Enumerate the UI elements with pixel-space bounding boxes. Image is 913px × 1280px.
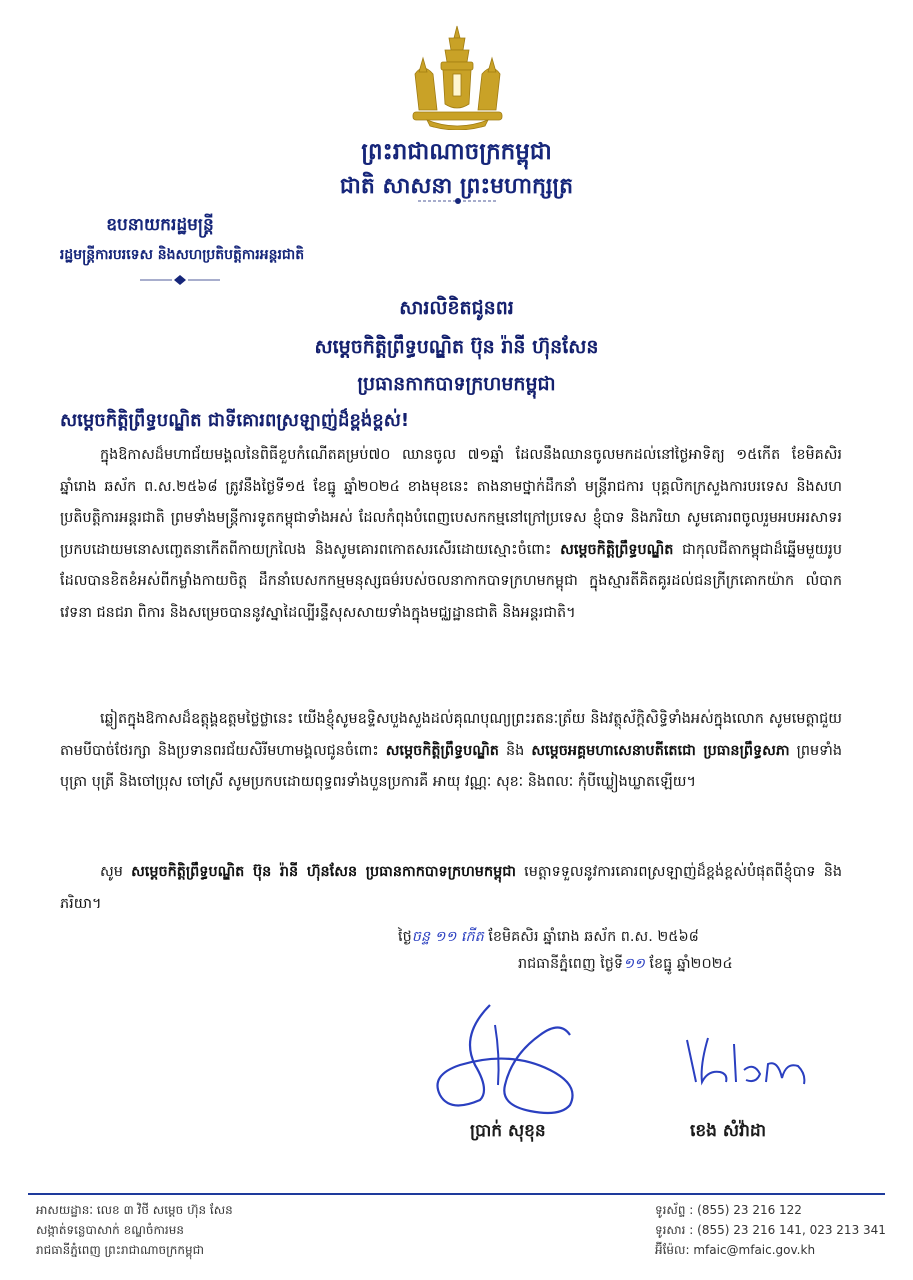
- paragraph-bold: សម្តេចអគ្គមហាសេនាបតីតេជោ ប្រធានព្រឹទ្ធសភា: [531, 742, 790, 759]
- date-prefix: រាជធានីភ្នំពេញ ថ្ងៃទី: [518, 956, 624, 972]
- signature-right-icon: [682, 1030, 872, 1100]
- office-title: ឧបនាយករដ្ឋមន្ត្រី: [106, 215, 214, 235]
- salutation: សម្តេចកិត្តិព្រឹទ្ធបណ្ឌិត ជាទីគោរពស្រឡាញ់ដ៏ខ្ពង់ខ្ពស់!: [60, 410, 410, 431]
- address-label: អាសយដ្ឋានៈ: [36, 1203, 93, 1217]
- paragraph-3: [60, 857, 842, 920]
- footer-address: [36, 1200, 496, 1260]
- address-line: រាជធានីភ្នំពេញ ព្រះរាជាណាចក្រកម្ពុជា: [36, 1243, 204, 1257]
- date-text: ខែធ្នូ ឆ្នាំ២០២៤: [644, 956, 733, 972]
- phone-number: (855) 23 216 122: [697, 1203, 802, 1217]
- paragraph-2: [60, 704, 842, 799]
- date-prefix: ថ្ងៃ: [398, 929, 412, 945]
- signatory-right-name: ខេង សំវ៉ាដា: [690, 1121, 767, 1141]
- fax-label: ទូរសារ :: [655, 1223, 694, 1237]
- royal-coat-of-arms-emblem: [405, 22, 510, 130]
- lunar-date: [398, 928, 699, 949]
- paragraph-text: ឆ្លៀតក្នុងឱកាសដ៏ឧត្តុង្គឧត្តមថ្លៃថ្លានេះ យើងខ្ញុំសូមឧទ្ទិសបួងសួងដល់គុណបុណ្យព្រះរតនៈត្រ័យ និងវត្ថុស័ក្តិសិទ្ធិទាំងអស់ក្នុងលោក សូមមេត្តាជួយតាមបីបាច់ថែរក្សា និងប្រទានពរជ័យសិរីមហាមង្គលជូនចំពោះ: [60, 711, 842, 759]
- address-line: លេខ ៣ វិថី សម្តេច ហ៊ុន សែន: [96, 1203, 233, 1217]
- fax-number: (855) 23 216 141, 023 213 341: [697, 1223, 886, 1237]
- paragraph-bold: សម្តេចកិត្តិព្រឹទ្ធបណ្ឌិត ប៊ុន រ៉ានី ហ៊ុនសែន ប្រធានកាកបាទក្រហមកម្ពុជា: [131, 864, 516, 880]
- signatory-left-name: ប្រាក់ សុខុន: [470, 1121, 546, 1141]
- paragraph-text: មេត្តាទទួលនូវការគោរពស្រឡាញ់ដ៏ខ្ពង់ខ្ពស់បំផុតពីខ្ញុំបាទ និងភរិយា។: [60, 864, 842, 912]
- paragraph-bold: សម្តេចកិត្តិព្រឹទ្ធបណ្ឌិត: [385, 742, 499, 759]
- phone-label: ទូរស័ព្ទ :: [655, 1203, 694, 1217]
- paragraph-text: ព្រមទាំងបុត្រា បុត្រី និងចៅប្រុស ចៅស្រី សូមប្រកបដោយពុទ្ធពរទាំងបួនប្រការគឺ អាយុ វណ្ណៈ សុខៈ និងពលៈ កុំបីឃ្លៀងឃ្លាតឡើយ។: [60, 742, 843, 790]
- date-text: ខែមិគសិរ ឆ្នាំរោង ឆស័ក ព.ស. ២៥៦៨: [483, 929, 699, 945]
- paragraph-text: និង: [498, 742, 532, 759]
- email-address: mfaic@mfaic.gov.kh: [693, 1243, 816, 1257]
- handwritten-solar-day: ១១: [623, 956, 645, 972]
- solar-date: [518, 955, 733, 976]
- footer-contacts: [655, 1200, 895, 1260]
- recipient-position: ប្រធានកាកបាទក្រហមកម្ពុជា: [357, 373, 556, 395]
- address-line: សង្កាត់ទន្លេបាសាក់ ខណ្ឌចំការមន: [36, 1223, 184, 1237]
- paragraph-text: សូម: [100, 864, 132, 880]
- email-label: អ៊ីម៉ែល:: [655, 1243, 690, 1257]
- national-motto: ជាតិ សាសនា ព្រះមហាក្សត្រ: [339, 174, 574, 199]
- kingdom-name: ព្រះរាជាណាចក្រកម្ពុជា: [361, 139, 552, 165]
- paragraph-1: [60, 440, 842, 629]
- paragraph-text: ក្នុងឱកាសដ៏មហាជ័យមង្គលនៃពិធីខួបកំណើតគម្រប់៧០ ឈានចូល ៧១ឆ្នាំ ដែលនឹងឈានចូលមកដល់នៅថ្ងៃអាទិត្យ ១៥កើត ខែមិគសិរ ឆ្នាំរោង ឆស័ក ព.ស.២៥៦៨ ត្រូវនឹងថ្ងៃទី១៥ ខែធ្នូ ឆ្នាំ២០២៤ ខាងមុខនេះ តាងនាមថ្នាក់ដឹកនាំ មន្ត្រីរាជការ បុគ្គលិកក្រសួងការបរទេស និងសហប្រតិបត្តិការអន្តរជាតិ ព្រមទាំងមន្ត្រីការទូតកម្ពុជាទាំងអស់ ដែលកំពុងបំពេញបេសកកម្មនៅក្រៅប្រទេស ខ្ញុំបាទ និងភរិយា សូមគោរពចូលរួមអបអរសាទរប្រកបដោយមនោសញ្ចេតនាកើតពីកាយក្រលៃង និងសូមគោរពកោតសរសើរដោយស្មោះចំពោះ: [60, 447, 842, 558]
- office-ministry: រដ្ឋមន្ត្រីការបរទេស និងសហប្រតិបត្តិការអន្តរជាតិ: [59, 247, 305, 263]
- signature-left-icon: [420, 995, 610, 1120]
- paragraph-bold: សម្តេចកិត្តិព្រឹទ្ធបណ្ឌិត: [560, 541, 674, 558]
- paragraph-text: ជាកុលជីតាកម្ពុជាដ៏ឆ្នើមមួយរូប ដែលបានខិតខំអស់ពីកម្លាំងកាយចិត្ត ដឹកនាំបេសកកម្មមនុស្សធម៌របស់ចលនាកាកបាទក្រហមកម្ពុជា ក្នុងស្មារតីគិតគូរដល់ជនក្រីក្រគោកយ៉ាក លំបាកវេទនា ជនជរា ពិការ និងសម្រេចបាននូវស្នាដៃល្បីរន្ទឺសុសសាយទាំងក្នុងមជ្ឈដ្ឋានជាតិ និងអន្តរជាតិ។: [60, 541, 843, 621]
- footer-divider: [28, 1193, 885, 1195]
- handwritten-lunar-day: ចន្ទ ១១ កើត: [411, 929, 484, 945]
- recipient-name: សម្តេចកិត្តិព្រឹទ្ធបណ្ឌិត ប៊ុន រ៉ានី ហ៊ុនសែន: [314, 336, 599, 358]
- ornament-divider-icon: [140, 274, 220, 286]
- letter-title: សារលិខិតជូនពរ: [399, 297, 514, 319]
